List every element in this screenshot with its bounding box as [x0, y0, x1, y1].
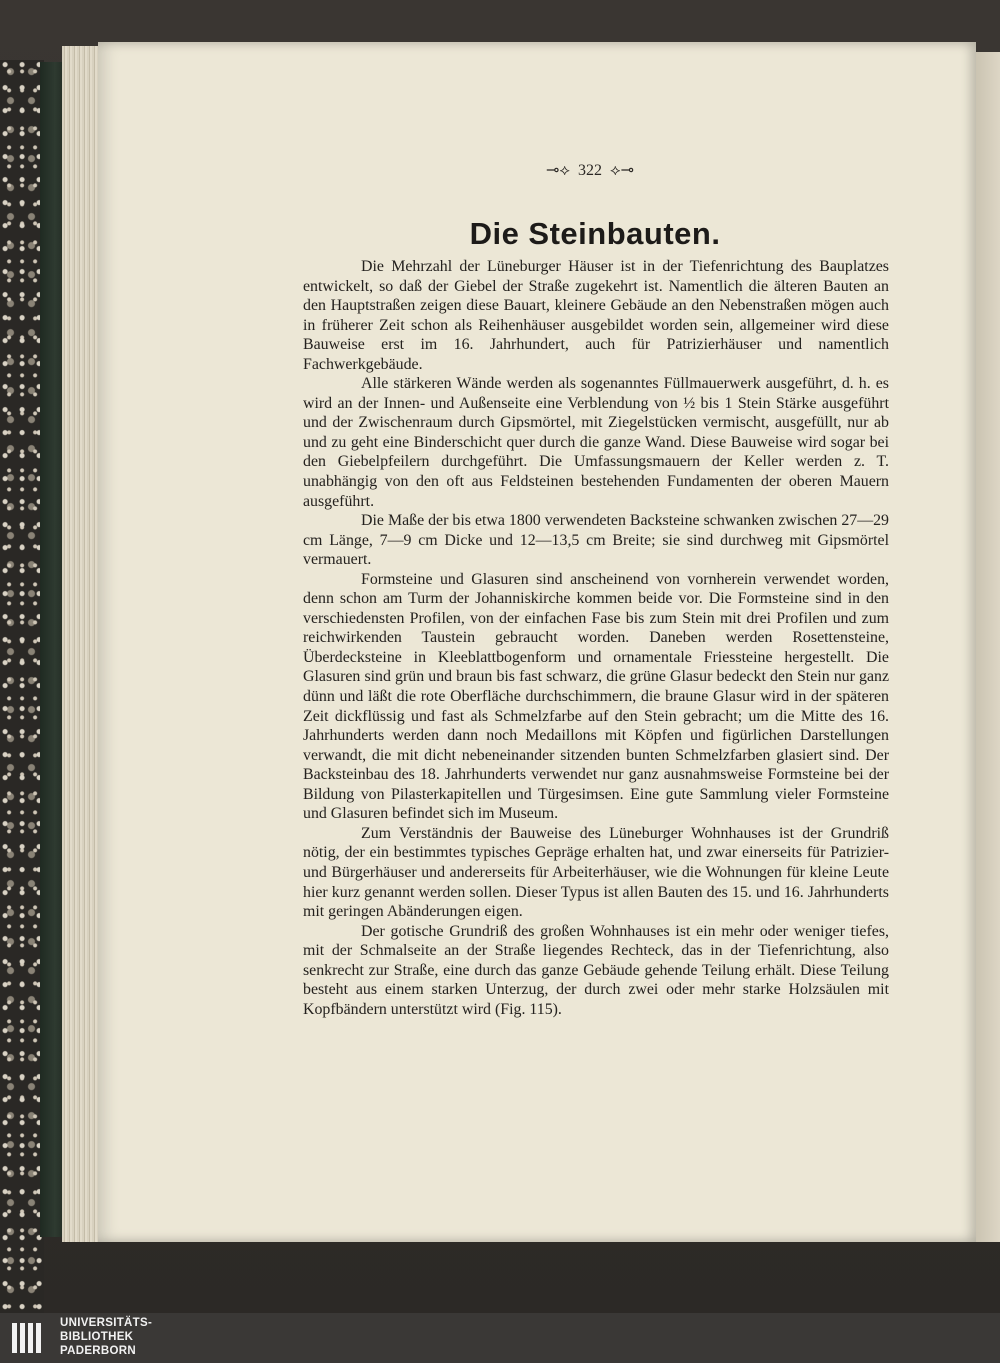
- library-footer: [0, 1313, 1000, 1363]
- library-name-line: BIBLIOTHEK: [60, 1331, 134, 1343]
- chapter-title: Die Steinbauten.: [469, 216, 721, 251]
- header-ornament-right: ⟡⊸: [610, 162, 634, 179]
- header-ornament-left: ⊸⟡: [546, 162, 570, 179]
- page-number: 322: [578, 162, 602, 179]
- paragraph: Die Mehrzahl der Lüneburger Häuser ist in der Tiefenrichtung des Bauplatzes entwickelt, so daß der Giebel der Straße zugekehrt ist. Namentlich die älteren Bauten an den Hauptstraßen zeigen diese Bauart, kleinere Gebäude an den Nebenstraßen mögen auch in früherer Zeit schon als Reihenhäuser ausgebildet worden sein, allgemeiner wird diese Bauweise erst im 16. Jahrhundert, auch für Patrizierhäuser und namentlich Fachwerkgebäude.: [303, 258, 889, 373]
- library-name: [60, 1316, 152, 1358]
- library-logo-icon: [10, 1321, 44, 1355]
- paragraph: Der gotische Grundriß des großen Wohnhauses ist ein mehr oder weniger tiefes, mit der Schmalseite an der Straße liegendes Rechteck, das in der Tiefenrichtung, also senkrecht zur Straße, eine durch das ganze Gebäude gehende Teilung erhält. Diese Teilung besteht aus einem starken Unterzug, der durch zwei oder mehr starke Holzsäulen mit Kopfbändern unterstützt wird (Fig. 115).: [303, 922, 889, 1018]
- library-name-line: UNIVERSITÄTS-: [60, 1317, 153, 1329]
- marbled-cover: [0, 60, 44, 1313]
- body-text: [303, 257, 889, 1019]
- library-name-line: PADERBORN: [60, 1345, 136, 1357]
- page-edges: [62, 46, 102, 1242]
- page-header: [520, 160, 660, 180]
- paragraph: Formsteine und Glasuren sind anscheinend von vornherein verwendet worden, denn schon am Turm der Johanniskirche kommen beide vor. Die Formsteine sind in den verschiedensten Profilen, von der einfachen Fase bis zum Stein mit drei Profilen und zum reichwirkenden Taustein gebraucht worden. Daneben werden Rosettensteine, Überdecksteine in Kleeblattbogenform und ornamentale Friessteine hergestellt. Die Glasuren sind grün und braun bis fast schwarz, die grüne Glasur bedeckt den Stein nur ganz dünn und läßt die rote Oberfläche durchschimmern, die braune Glasur wird in der späteren Zeit dickflüssig und fast als Schmelzfarbe auf den Stein gebracht; um die Mitte des 16. Jahrhunderts werden dann noch Medaillons mit Köpfen und figürlichen Darstellungen verwandt, die mit dicht nebeneinander sitzenden bunten Schmelzfarben glasiert sind. Der Backsteinbau des 18. Jahrhunderts verwendet nur ganz ausnahmsweise Formsteine bei der Bildung von Pilasterkapitellen und Türgesimsen. Eine gute Sammlung vieler Formsteine und Glasuren befindet sich im Museum.: [303, 570, 889, 823]
- paragraph: Die Maße der bis etwa 1800 verwendeten Backsteine schwanken zwischen 27—29 cm Länge, 7—9 cm Dicke und 12—13,5 cm Breite; sie sind durchweg mit Gipsmörtel vermauert.: [303, 512, 889, 569]
- paragraph: Alle stärkeren Wände werden als sogenanntes Füllmauerwerk ausgeführt, d. h. es wird an der Innen- und Außenseite eine Verblendung von ½ bis 1 Stein Stärke ausgeführt und der Zwischenraum durch Gipsmörtel, mit Ziegelstücken vermischt, ausgefüllt, nur ab und zu geht eine Binderschicht quer durch die ganze Wand. Diese Bauweise wird sogar bei den Giebelpfeilern durchgeführt. Die Umfassungsmauern der Keller werden z. T. unabhängig von den oft aus Feldsteinen bestehenden Fundamenten der oberen Mauern ausgeführt.: [303, 375, 889, 510]
- facing-page-edge: [974, 52, 1000, 1242]
- paragraph: Zum Verständnis der Bauweise des Lüneburger Wohnhauses ist der Grundriß nötig, der ein bestimmtes typisches Gepräge erhalten hat, und zwar einerseits für Patrizier- und Bürgerhäuser und andererseits für Arbeiterhäuser, wie die Wohnungen für kleine Leute hier kurz genannt werden sollen. Dieser Typus ist allen Bauten des 15. und 16. Jahrhunderts mit geringen Abänderungen eigen.: [303, 824, 889, 921]
